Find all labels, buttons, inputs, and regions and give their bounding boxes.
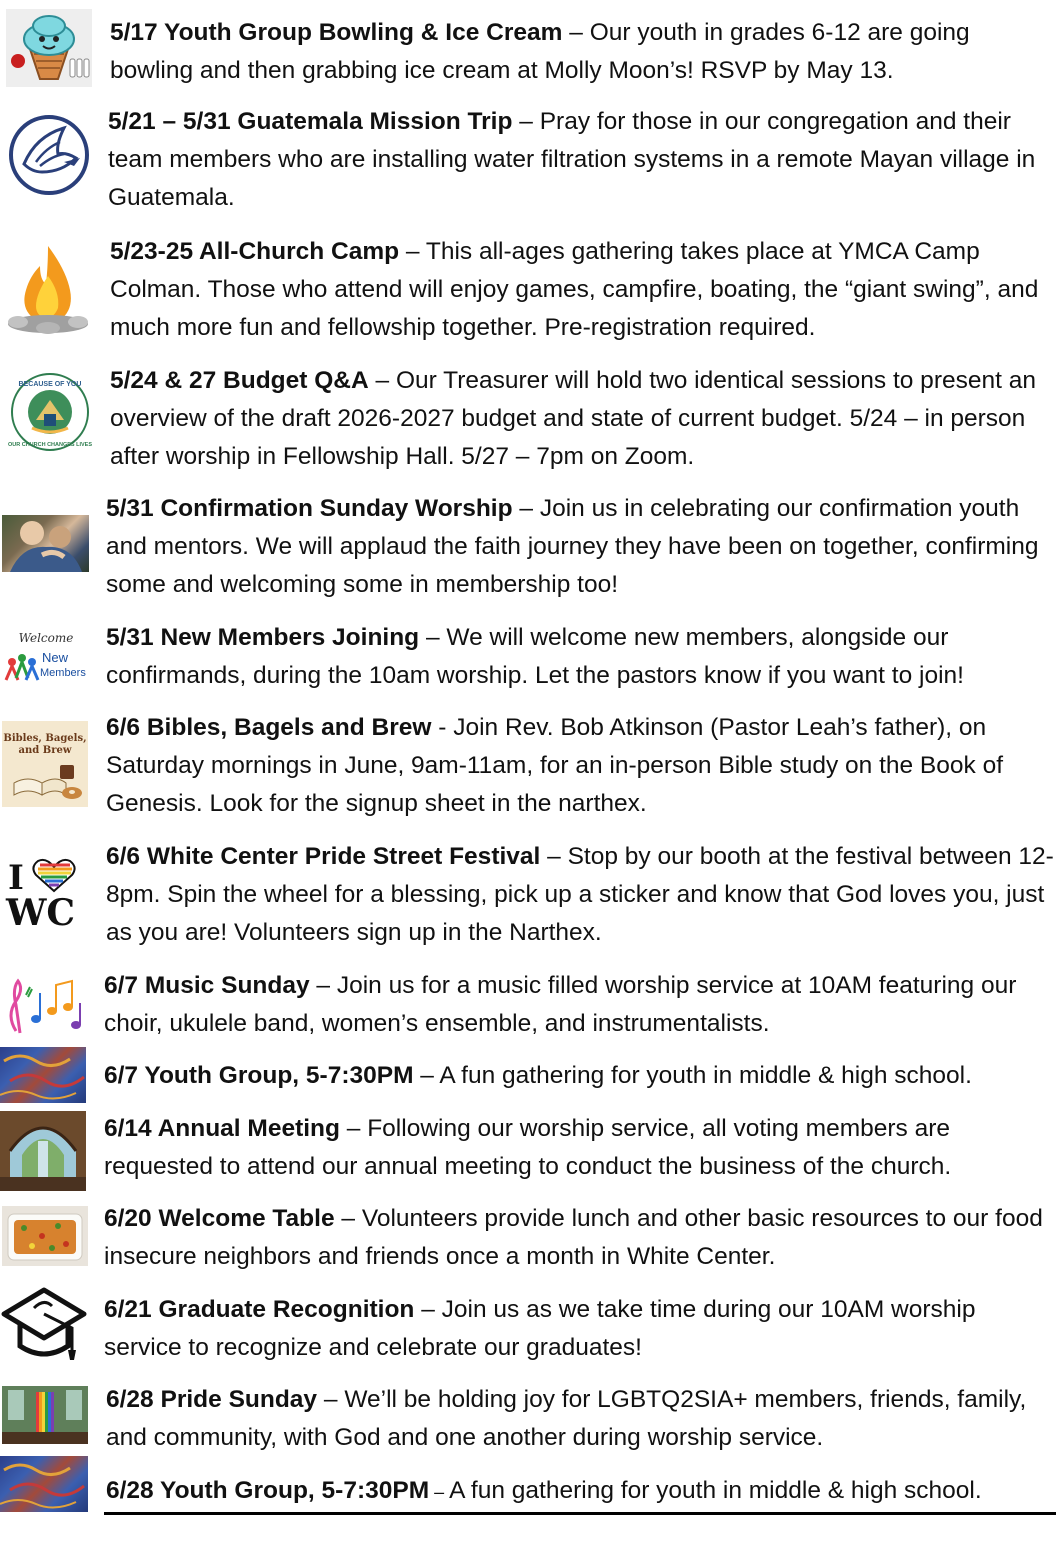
event-description: A fun gathering for youth in middle & high school. bbox=[439, 1062, 972, 1089]
event-separator: – bbox=[334, 1205, 362, 1232]
welcome-new-members-icon bbox=[2, 628, 90, 684]
bbb-text-line1: Bibles, Bagels, bbox=[3, 733, 87, 744]
event-text bbox=[106, 619, 1056, 695]
event-title: 6/28 Youth Group, 5-7:30PM bbox=[106, 1477, 430, 1504]
event-separator: – bbox=[414, 1296, 442, 1323]
event-title: 5/17 Youth Group Bowling & Ice Cream bbox=[110, 19, 563, 46]
new-text: New bbox=[42, 650, 69, 665]
event-separator: – bbox=[368, 367, 396, 394]
youth-group-photo bbox=[0, 1456, 88, 1512]
event-separator: – bbox=[419, 624, 447, 651]
i-letter: I bbox=[8, 858, 24, 898]
event-text bbox=[104, 1110, 1054, 1186]
event-description: Stop by our booth at the festival between 12-8pm. Spin the wheel for a blessing, pick up a sticker and know that God loves you, just as you are! Volunteers sign up in the Narthex. bbox=[106, 843, 1054, 946]
campfire-icon bbox=[4, 236, 92, 338]
event-description: Our Treasurer will hold two identical sessions to present an overview of the draft 2026-2027 budget and state of current budget. 5/24 – in person after worship in Fellowship Hall. 5/27 – 7pm on Zoom. bbox=[110, 367, 1036, 470]
event-title: 5/24 & 27 Budget Q&A bbox=[110, 367, 369, 394]
confirmation-photo bbox=[2, 515, 89, 572]
event-separator: – bbox=[339, 1115, 368, 1142]
event-description: Volunteers provide lunch and other basic resources to our food insecure neighbors and friends once a month in White Center. bbox=[104, 1205, 1043, 1270]
casserole-photo bbox=[2, 1206, 88, 1266]
welcome-script-text: Welcome bbox=[18, 631, 74, 645]
event-description: Following our worship service, all voting members are requested to attend our annual meeting to conduct the business of the church. bbox=[104, 1115, 952, 1180]
event-separator: - bbox=[431, 714, 454, 741]
event-separator: – bbox=[399, 238, 426, 265]
event-text bbox=[106, 838, 1056, 952]
event-title: 6/21 Graduate Recognition bbox=[104, 1296, 415, 1323]
event-separator: – bbox=[309, 972, 337, 999]
event-text bbox=[104, 967, 1054, 1043]
members-text: Members bbox=[40, 667, 86, 679]
logo-text-top: BECAUSE OF YOU bbox=[18, 381, 82, 388]
event-separator: – bbox=[413, 1062, 440, 1089]
church-logo-icon bbox=[6, 370, 94, 454]
event-text bbox=[104, 1057, 1059, 1095]
event-text bbox=[104, 1291, 1054, 1367]
event-separator: – bbox=[540, 843, 568, 870]
event-description: We will welcome new members, alongside our confirmands, during the 10am worship. Let the pastors know if you want to join! bbox=[106, 624, 964, 689]
ice-cream-bowling-icon bbox=[6, 9, 92, 87]
sanctuary-photo bbox=[0, 1111, 86, 1191]
event-text bbox=[110, 233, 1055, 347]
event-title: 6/20 Welcome Table bbox=[104, 1205, 335, 1232]
event-title: 6/7 Music Sunday bbox=[104, 972, 310, 999]
bottom-rule bbox=[104, 1512, 1056, 1515]
event-description: A fun gathering for youth in middle & high school. bbox=[449, 1477, 982, 1504]
event-text bbox=[106, 1472, 1060, 1511]
event-description: This all-ages gathering takes place at YMCA Camp Colman. Those who attend will enjoy games, campfire, boating, the “giant swing”, and much more fun and fellowship together. Pre-registration required. bbox=[110, 238, 1039, 341]
event-title: 5/31 New Members Joining bbox=[106, 624, 420, 651]
event-description: Pray for those in our congregation and their team members who are installing water filtration systems in a remote Mayan village in Guatemala. bbox=[108, 108, 1036, 211]
event-title: 5/23-25 All-Church Camp bbox=[110, 238, 400, 265]
bbb-text-line2: and Brew bbox=[18, 745, 72, 756]
event-title: 5/21 – 5/31 Guatemala Mission Trip bbox=[108, 108, 513, 135]
dove-icon bbox=[6, 114, 92, 196]
event-text bbox=[106, 709, 1056, 823]
event-text bbox=[110, 362, 1055, 476]
event-title: 6/7 Youth Group, 5-7:30PM bbox=[104, 1062, 414, 1089]
event-text bbox=[108, 103, 1053, 217]
event-text bbox=[104, 1200, 1059, 1276]
event-title: 5/31 Confirmation Sunday Worship bbox=[106, 495, 513, 522]
event-title: 6/14 Annual Meeting bbox=[104, 1115, 340, 1142]
event-description: Join us in celebrating our confirmation youth and mentors. We will applaud the faith journey they have been on together, confirming some and welcoming some in membership too! bbox=[106, 495, 1039, 598]
graduation-cap-icon bbox=[0, 1284, 88, 1364]
event-title: 6/28 Pride Sunday bbox=[106, 1386, 318, 1413]
wc-letters: WC bbox=[6, 892, 76, 929]
event-description: Join us for a music filled worship service at 10AM featuring our choir, ukulele band, women’s ensemble, and instrumentalists. bbox=[104, 972, 1017, 1037]
i-heart-wc-icon bbox=[4, 855, 88, 929]
event-description: Our youth in grades 6-12 are going bowling and then grabbing ice cream at Molly Moon’s! RSVP by May 13. bbox=[110, 19, 970, 84]
event-separator: – bbox=[512, 495, 540, 522]
event-text bbox=[106, 1381, 1056, 1457]
event-text bbox=[110, 14, 1050, 90]
event-separator: – bbox=[512, 108, 540, 135]
logo-text-bottom: OUR CHURCH CHANGES LIVES bbox=[7, 442, 93, 448]
pride-sanctuary-photo bbox=[2, 1386, 88, 1444]
event-title: 6/6 White Center Pride Street Festival bbox=[106, 843, 541, 870]
event-separator: – bbox=[317, 1386, 345, 1413]
event-text bbox=[106, 490, 1051, 604]
event-separator: – bbox=[429, 1482, 450, 1502]
music-notes-icon bbox=[2, 975, 86, 1035]
bibles-bagels-brew-icon bbox=[2, 721, 88, 807]
event-description: Join Rev. Bob Atkinson (Pastor Leah’s father), on Saturday mornings in June, 9am-11am, for an in-person Bible study on the Book of Genesis. Look for the signup sheet in the narthex. bbox=[106, 714, 1004, 817]
event-description: Join us as we take time during our 10AM worship service to recognize and celebrate our graduates! bbox=[104, 1296, 976, 1361]
event-separator: – bbox=[562, 19, 590, 46]
event-title: 6/6 Bibles, Bagels and Brew bbox=[106, 714, 432, 741]
youth-group-photo bbox=[0, 1047, 86, 1103]
event-description: We’ll be holding joy for LGBTQ2SIA+ members, friends, family, and community, with God and one another during worship service. bbox=[106, 1386, 1027, 1451]
